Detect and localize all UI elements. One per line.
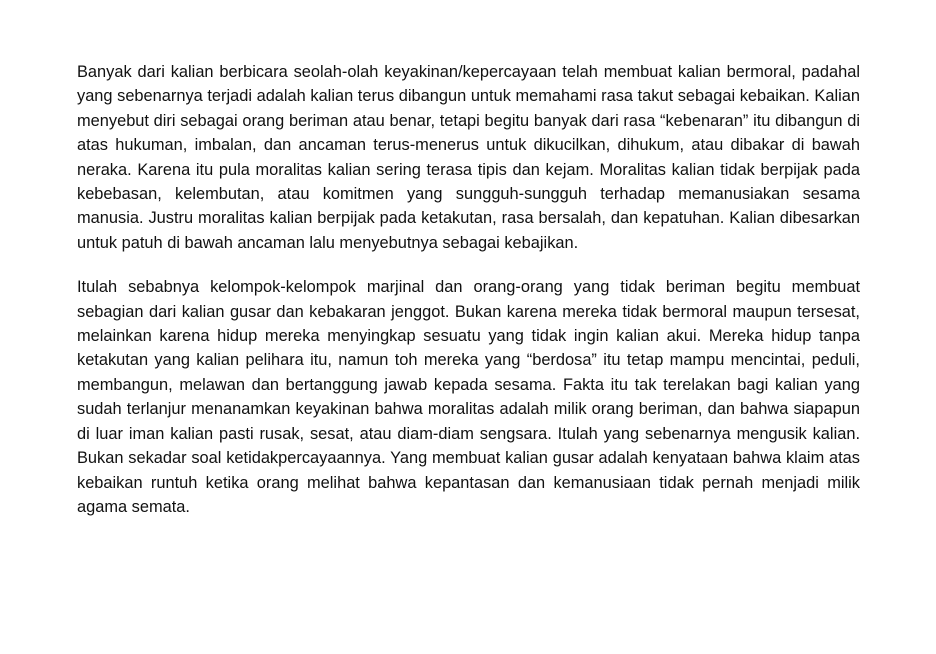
paragraph-1: Banyak dari kalian berbicara seolah-olah keyakinan/kepercayaan telah membuat kalian bermoral, padahal yang sebenarnya terjadi adalah kalian terus dibangun untuk memahami rasa takut sebagai kebaikan. Kalian menyebut diri sebagai orang beriman atau benar, tetapi begitu banyak dari rasa “kebenaran” itu dibangun di atas hukuman, imbalan, dan ancaman terus-menerus untuk dikucilkan, dihukum, atau dibakar di bawah neraka. Karena itu pula moralitas kalian sering terasa tipis dan kejam. Moralitas kalian tidak berpijak pada kebebasan, kelembutan, atau komitmen yang sungguh-sungguh terhadap memanusiakan sesama manusia. Justru moralitas kalian berpijak pada ketakutan, rasa bersalah, dan kepatuhan. Kalian dibesarkan untuk patuh di bawah ancaman lalu menyebutnya sebagai kebajikan. <box>77 63 860 252</box>
document-body <box>77 60 860 519</box>
paragraph-2: Itulah sebabnya kelompok-kelompok marjinal dan orang-orang yang tidak beriman begitu membuat sebagian dari kalian gusar dan kebakaran jenggot. Bukan karena mereka tidak bermoral maupun tersesat, melainkan karena hidup mereka menyingkap sesuatu yang tidak ingin kalian akui. Mereka hidup tanpa ketakutan yang kalian pelihara itu, namun toh mereka yang “berdosa” itu tetap mampu mencintai, peduli, membangun, melawan dan bertanggung jawab kepada sesama. Fakta itu tak terelakan bagi kalian yang sudah terlanjur menanamkan keyakinan bahwa moralitas adalah milik orang beriman, dan bahwa siapapun di luar iman kalian pasti rusak, sesat, atau diam-diam sengsara. Itulah yang sebenarnya mengusik kalian. Bukan sekadar soal ketidakpercayaannya. Yang membuat kalian gusar adalah kenyataan bahwa klaim atas kebaikan runtuh ketika orang melihat bahwa kepantasan dan kemanusiaan tidak pernah menjadi milik agama semata. <box>77 278 860 516</box>
